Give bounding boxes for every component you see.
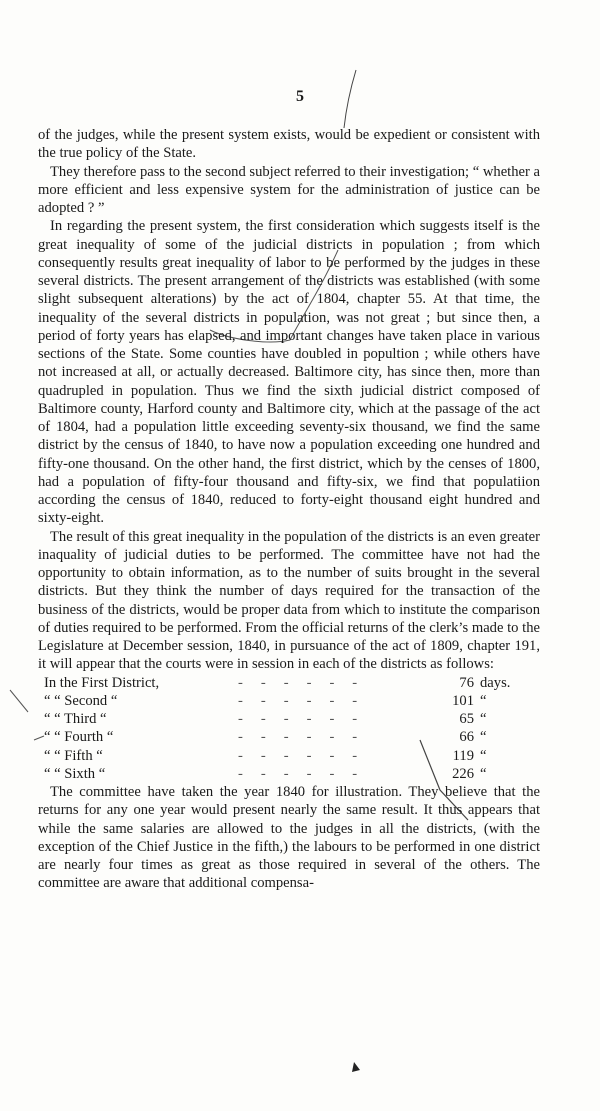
dot-leader: ------ (238, 692, 376, 709)
page-number: 5 (296, 88, 304, 105)
dot-leader: ------ (238, 729, 376, 746)
session-days: 226 (452, 765, 474, 782)
paragraph-1: of the judges, while the present system exists, would be expedient or consistent with the true policy of the State. (38, 127, 540, 162)
dot-leader: ------ (238, 674, 376, 691)
table-row (38, 692, 540, 710)
district-name: In the First District, (44, 674, 160, 691)
dot-leader: ------ (238, 711, 376, 727)
district-name: “ “ Fourth “ (44, 729, 114, 746)
days-unit: days. (480, 674, 511, 691)
days-unit: “ (480, 692, 487, 709)
table-row (38, 674, 540, 692)
court-session-table (38, 674, 540, 784)
dot-leader: ------ (238, 747, 376, 764)
paragraph-closing: The committee have taken the year 1840 for illustration. They believe that the returns for any one year would present nearly the same result. It thus appears that while the same salaries are allowed to the judges in all the districts, (with the exception of the Chief Justice in the fifth,) the labours to be performed in one district are nearly four times as great as those required in several of the others. The committee are aware that additional compensa- (38, 784, 540, 892)
session-days: 76 (459, 674, 474, 691)
paragraph-4: The result of this great inequality in the population of the districts is an even greater inaquality of judicial duties to be performed. The committee have not had the opportunity to obtain information, as to the number of suits brought in the several districts. But they think the number of days required for the transaction of the business of the districts, would be proper data from which to institute the comparison of duties required to be performed. From the official returns of the clerk’s made to the Legislature at December session, 1840, in pursuance of the act of 1809, chapter 191, it will appear that the courts were in session in each of the districts as follows: (38, 528, 540, 673)
paragraph-2: They therefore pass to the second subject referred to their investigation; “ whether a more efficient and less expensive system for the administration of justice can be adopted ? ” (38, 163, 540, 216)
table-row (38, 765, 540, 783)
body-text (38, 126, 540, 893)
district-name: “ “ Second “ (44, 692, 118, 709)
district-name: “ “ Fifth “ (44, 747, 103, 764)
district-name: “ “ Third “ (44, 711, 107, 727)
table-row (38, 728, 540, 746)
session-days: 119 (452, 747, 474, 764)
dot-leader: ------ (238, 765, 376, 782)
days-unit: “ (480, 711, 487, 727)
district-name: “ “ Sixth “ (44, 765, 106, 782)
session-days: 65 (459, 711, 474, 727)
days-unit: “ (480, 729, 487, 746)
days-unit: “ (480, 747, 487, 764)
session-days: 66 (459, 729, 474, 746)
table-row (38, 710, 540, 728)
session-days: 101 (452, 692, 474, 709)
days-unit: “ (480, 765, 487, 782)
paragraph-3: In regarding the present system, the first consideration which suggests itself is the great inequality of some of the judicial districts in population ; from which consequently results great inequality of labor to be performed by the judges in these several districts. The present arrangement of the districts was established (with some slight subsequent alterations) by the act of 1804, chapter 55. At that time, the inequality of the several districts in population, was not great ; but since then, a period of forty years has elapsed, and important changes have taken place in various sections of the State. Some counties have doubled in popultion ; while others have not increased at all, or actually decreased. Baltimore city, has since then, more than quadrupled in population. Thus we find the sixth judicial district composed of Baltimore county, Harford county and Baltimore city, which at the passage of the act of 1804, had a population little exceeding seventy-six thousand, we find the same district by the census of 1840, to have now a population exceeding one hundred and fifty-one thousand. On the other hand, the first district, which by the censes of 1800, had a population of fifty-four thousand and fifty-six, we find that populatiion according the census of 1840, reduced to forty-eight thousand eight hundred and sixty-eight. (38, 218, 540, 527)
table-row (38, 747, 540, 765)
